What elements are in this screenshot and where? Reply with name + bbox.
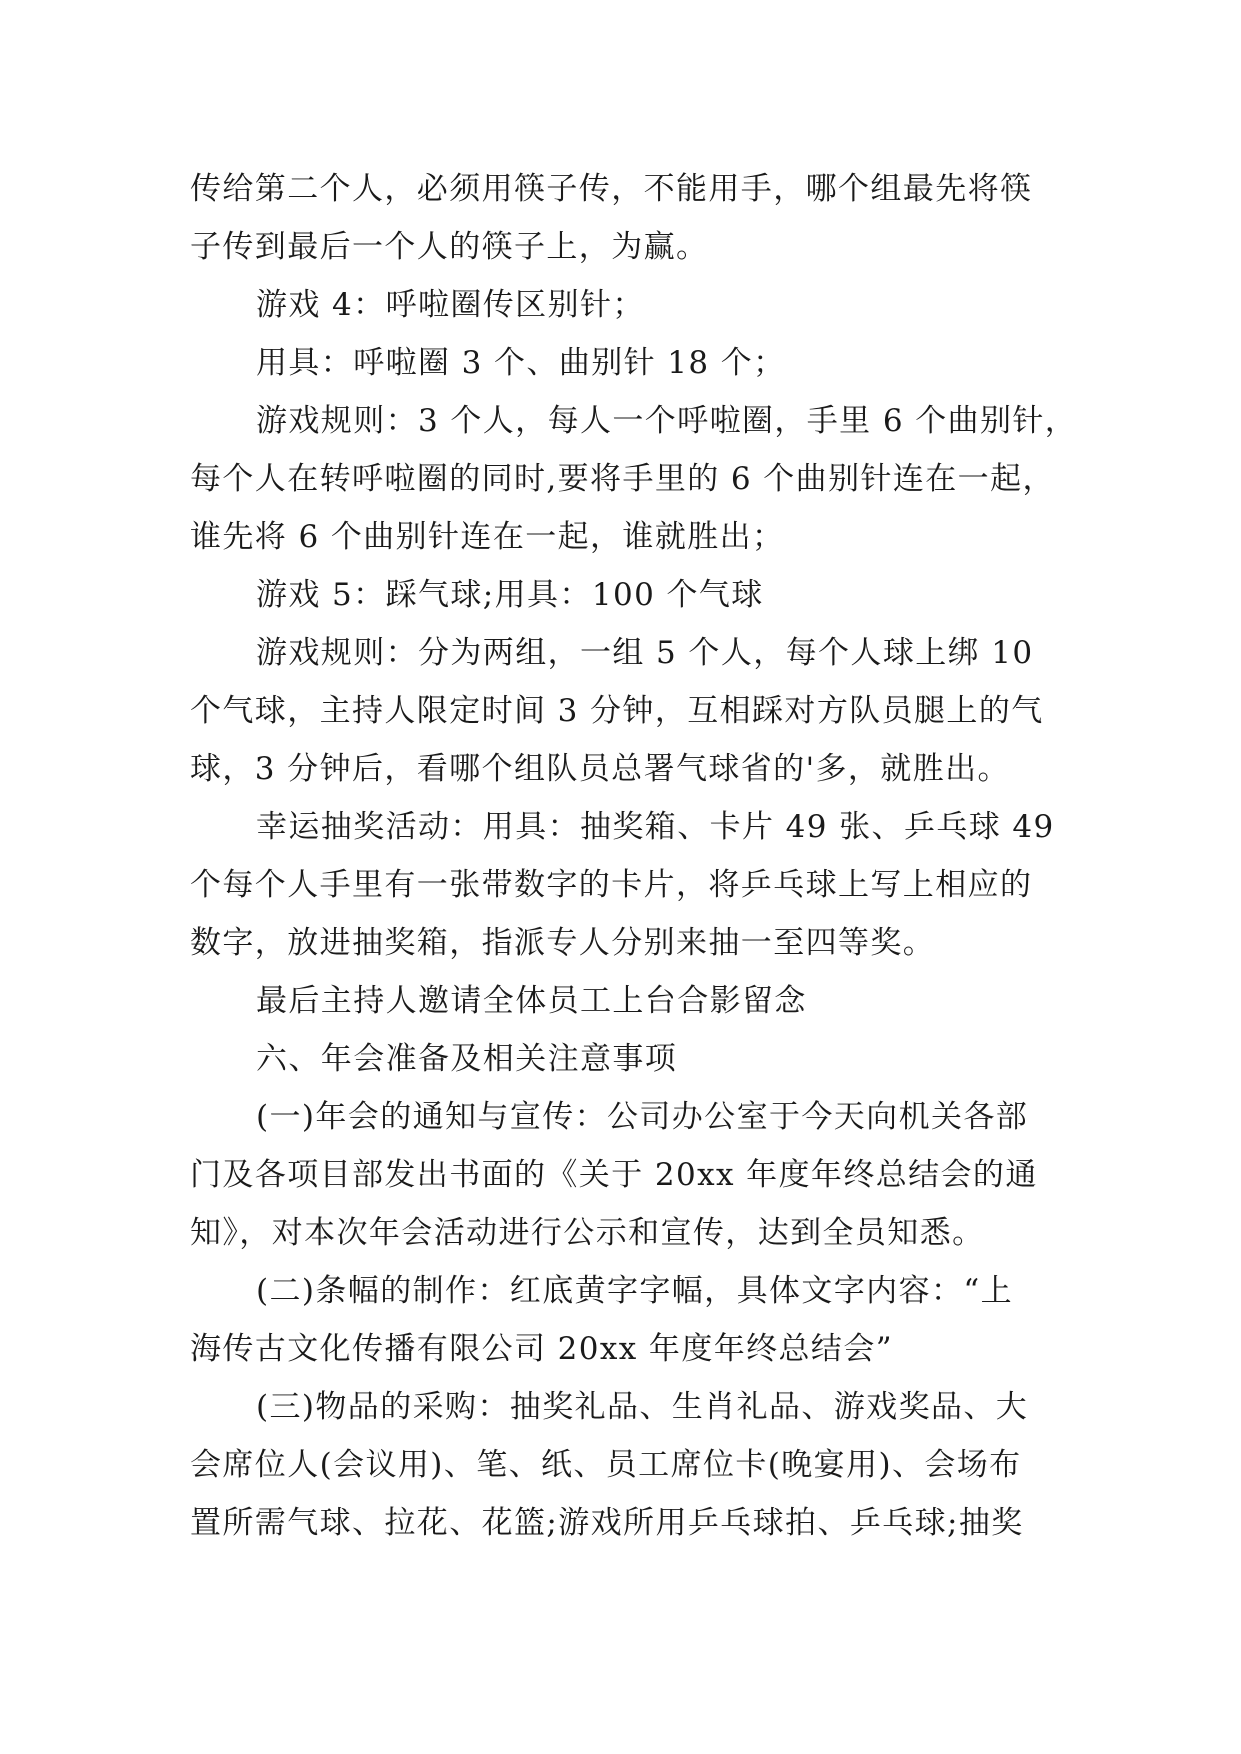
paragraph-line: 谁先将 6 个曲别针连在一起，谁就胜出； <box>190 519 785 555</box>
paragraph-line: 知》，对本次年会活动进行公示和宣传，达到全员知悉。 <box>190 1215 985 1251</box>
game-4-equipment: 用具：呼啦圈 3 个、曲别针 18 个； <box>256 345 786 381</box>
document-body <box>190 160 1078 1552</box>
paragraph-line: 个每个人手里有一张带数字的卡片，将乒乓球上写上相应的 <box>190 867 1033 903</box>
paragraph-line: 个气球，主持人限定时间 3 分钟，互相踩对方队员腿上的气 <box>190 693 1044 729</box>
notice-item: (一)年会的通知与宣传：公司办公室于今天向机关各部 <box>256 1099 1029 1135</box>
purchase-item: (三)物品的采购：抽奖礼品、生肖礼品、游戏奖品、大 <box>256 1389 1029 1425</box>
lottery-activity: 幸运抽奖活动：用具：抽奖箱、卡片 49 张、乒乓球 49 <box>256 809 1055 845</box>
game-5-title: 游戏 5：踩气球;用具：100 个气球 <box>256 577 764 613</box>
game-4-rules: 游戏规则：3 个人，每人一个呼啦圈，手里 6 个曲别针， <box>256 403 1078 439</box>
game-5-rules: 游戏规则：分为两组，一组 5 个人，每个人球上绑 10 <box>256 635 1034 671</box>
paragraph-line: 传给第二个人，必须用筷子传，不能用手，哪个组最先将筷 <box>190 171 1033 207</box>
paragraph-line: 门及各项目部发出书面的《关于 20xx 年度年终总结会的通 <box>190 1157 1038 1193</box>
paragraph-line: 子传到最后一个人的筷子上，为赢。 <box>190 229 709 265</box>
paragraph-line: 数字，放进抽奖箱，指派专人分别来抽一至四等奖。 <box>190 925 936 961</box>
paragraph-line: 球，3 分钟后，看哪个组队员总署气球省的'多，就胜出。 <box>190 751 1010 787</box>
section-heading: 六、年会准备及相关注意事项 <box>256 1041 678 1077</box>
banner-item: (二)条幅的制作：红底黄字字幅，具体文字内容：“上 <box>256 1273 1014 1309</box>
group-photo: 最后主持人邀请全体员工上台合影留念 <box>256 983 807 1019</box>
paragraph-line: 置所需气球、拉花、花篮;游戏所用乒乓球拍、乒乓球;抽奖 <box>190 1505 1024 1541</box>
game-4-title: 游戏 4：呼啦圈传区别针； <box>256 287 645 323</box>
paragraph-line: 会席位人(会议用)、笔、纸、员工席位卡(晚宴用)、会场布 <box>190 1447 1022 1483</box>
paragraph-line: 海传古文化传播有限公司 20xx 年度年终总结会” <box>190 1331 893 1367</box>
paragraph-line: 每个人在转呼啦圈的同时,要将手里的 6 个曲别针连在一起， <box>190 461 1055 497</box>
